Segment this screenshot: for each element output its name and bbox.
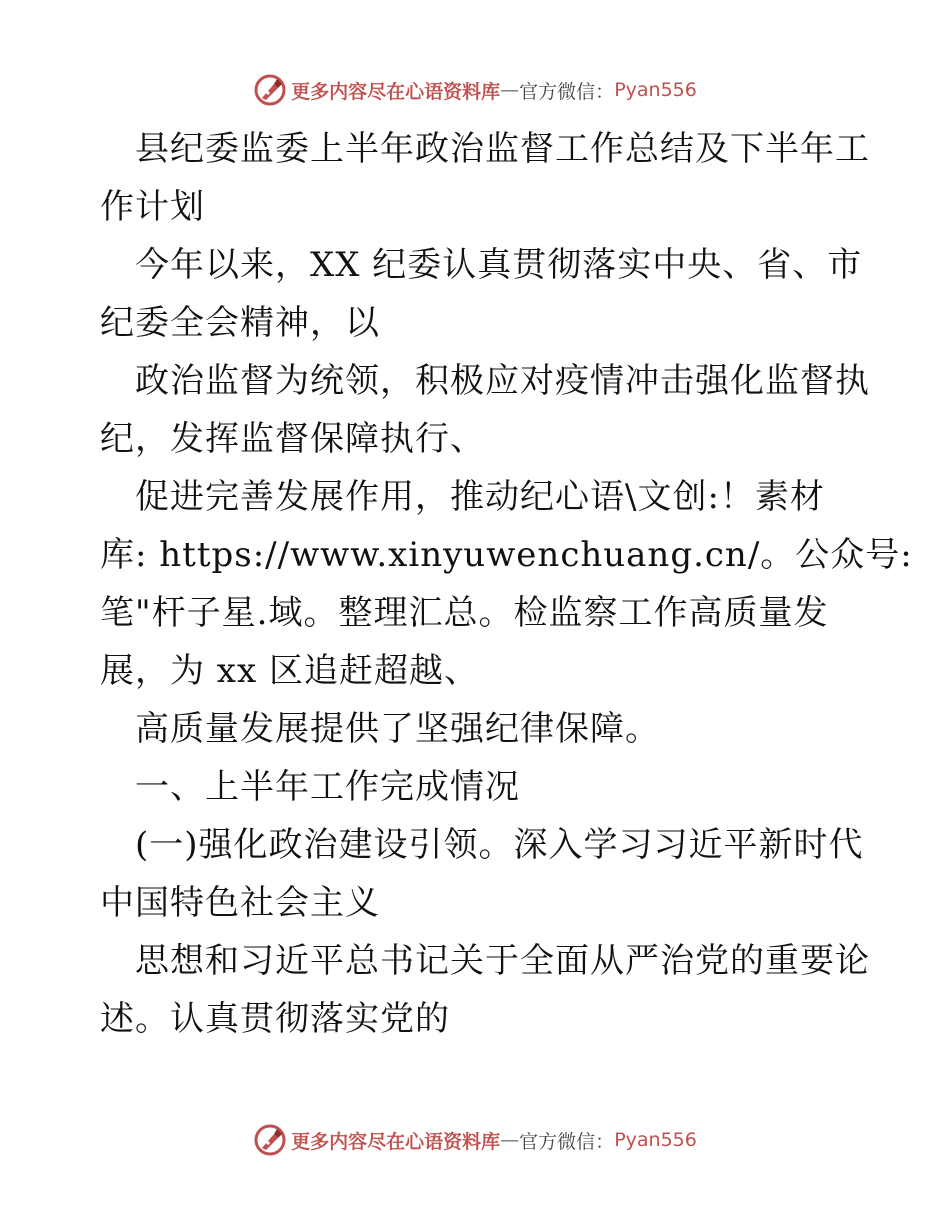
doc-line: 促进完善发展作用，推动纪心语\文创:！素材 — [135, 477, 825, 517]
doc-line: 纪，发挥监督保障执行、 — [100, 419, 485, 459]
banner-wechat-id: Pyan556 — [614, 1129, 697, 1151]
header-banner — [0, 70, 950, 110]
doc-line: 高质量发展提供了坚强纪律保障。 — [135, 709, 660, 749]
pen-nib-circle-icon — [253, 73, 287, 107]
doc-line: 思想和习近平总书记关于全面从严治党的重要论 — [135, 941, 870, 981]
banner-dash: — — [500, 1129, 520, 1151]
doc-line: 述。认真贯彻落实党的 — [100, 999, 450, 1039]
doc-line: 县纪委监委上半年政治监督工作总结及下半年工 — [135, 129, 870, 169]
footer-banner — [0, 1120, 950, 1160]
doc-line: (一)强化政治建设引领。深入学习习近平新时代 — [135, 825, 864, 865]
section-heading: 一、上半年工作完成情况 — [135, 767, 520, 807]
banner-wechat-label: 官方微信： — [519, 80, 615, 103]
doc-line: 笔"杆子星.域。整理汇总。检监察工作高质量发 — [100, 593, 829, 633]
banner-wechat-id: Pyan556 — [614, 79, 697, 101]
doc-line: 中国特色社会主义 — [100, 883, 380, 923]
doc-line: 展，为 xx 区追赶超越、 — [100, 651, 479, 691]
doc-line: 作计划 — [100, 187, 205, 227]
banner-main-text: 更多内容尽在心语资料库 — [291, 1130, 501, 1153]
doc-line: 政治监督为统领，积极应对疫情冲击强化监督执 — [135, 361, 870, 401]
doc-line: 库: https://www.xinyuwenchuang.cn/。公众号: — [100, 535, 913, 575]
doc-line: 纪委全会精神，以 — [100, 303, 380, 343]
doc-line: 今年以来，XX 纪委认真贯彻落实中央、省、市 — [135, 245, 863, 285]
banner-wechat-label: 官方微信： — [519, 1130, 615, 1153]
pen-nib-circle-icon — [253, 1123, 287, 1157]
banner-dash: — — [500, 79, 520, 101]
banner-main-text: 更多内容尽在心语资料库 — [291, 80, 501, 103]
document-body — [100, 120, 913, 1048]
